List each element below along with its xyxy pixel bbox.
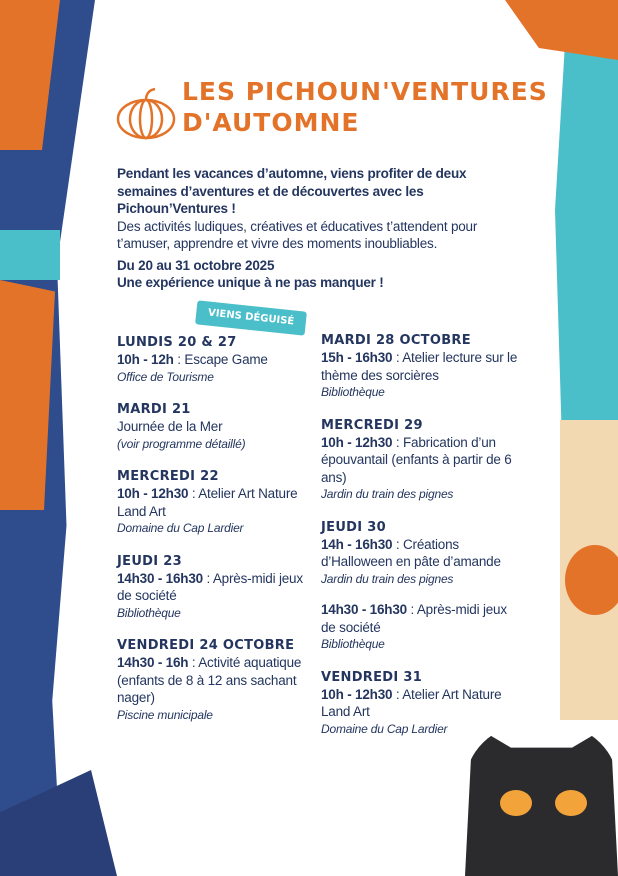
right-teal-paint bbox=[555, 0, 618, 420]
event-activity: : Activité aquatique (enfants de 8 à 12 ans sachant nager) bbox=[117, 655, 302, 705]
event-activity: Journée de la Mer bbox=[117, 419, 223, 434]
event-description bbox=[117, 654, 317, 707]
pumpkin-icon bbox=[115, 86, 177, 140]
event-place: Jardin du train des pignes bbox=[321, 571, 454, 586]
cat-eye-right bbox=[555, 790, 587, 816]
intro-dates: Du 20 au 31 octobre 2025 bbox=[117, 257, 275, 273]
event-description bbox=[117, 418, 317, 436]
event-day: MERCREDI 22 bbox=[117, 469, 219, 484]
event-time: 15h - 16h30 bbox=[321, 350, 393, 365]
event-place: Piscine municipale bbox=[117, 707, 213, 722]
event-description bbox=[321, 434, 521, 487]
schedule-item bbox=[117, 401, 317, 453]
event-description bbox=[321, 686, 521, 721]
event-activity: : Atelier Art Nature Land Art bbox=[117, 486, 298, 519]
event-day: MARDI 28 OCTOBRE bbox=[321, 333, 471, 348]
event-time: 14h30 - 16h bbox=[117, 655, 189, 670]
schedule-item bbox=[117, 334, 317, 386]
event-activity: : Créations d’Halloween en pâte d’amande bbox=[321, 536, 501, 569]
schedule-item bbox=[321, 332, 521, 402]
event-place: Office de Tourisme bbox=[117, 369, 214, 384]
event-day: VENDREDI 24 OCTOBRE bbox=[117, 638, 295, 653]
event-place: Jardin du train des pignes bbox=[321, 487, 454, 501]
left-schedule bbox=[117, 334, 317, 739]
event-description bbox=[321, 536, 521, 571]
schedule-item bbox=[321, 601, 521, 654]
event-activity: : Escape Game bbox=[173, 352, 268, 367]
schedule-item bbox=[117, 468, 317, 538]
intro bbox=[117, 165, 507, 292]
title-line2: D'AUTOMNE bbox=[182, 108, 360, 137]
event-day: VENDREDI 31 bbox=[321, 669, 423, 685]
event-place: Bibliothèque bbox=[117, 605, 181, 620]
event-time: 10h - 12h30 bbox=[321, 686, 393, 702]
event-time: 10h - 12h30 bbox=[117, 486, 189, 501]
cat-eye-left bbox=[500, 790, 532, 816]
event-activity: : Après-midi jeux de société bbox=[117, 570, 303, 603]
event-day: JEUDI 23 bbox=[117, 553, 182, 569]
event-day: MARDI 21 bbox=[117, 402, 191, 417]
pumpkin bbox=[565, 545, 618, 615]
title-line1: LES PICHOUN'VENTURES bbox=[182, 77, 548, 106]
event-description bbox=[117, 570, 317, 605]
event-day: LUNDIS 20 & 27 bbox=[117, 335, 237, 350]
event-time: 10h - 12h30 bbox=[321, 434, 393, 450]
event-place: (voir programme détaillé) bbox=[117, 436, 246, 451]
intro-tagline: Une expérience unique à ne pas manquer ! bbox=[117, 275, 384, 290]
schedule-item bbox=[117, 553, 317, 623]
event-place: Domaine du Cap Lardier bbox=[117, 521, 244, 535]
intro-paragraph: Pendant les vacances d’automne, viens profiter de deux semaines d’aventures et de découvertes avec les Pichoun’Ventures ! bbox=[117, 166, 467, 216]
event-activity: : Après-midi jeux de société bbox=[321, 602, 507, 635]
schedule-item bbox=[117, 637, 317, 724]
event-day: JEUDI 30 bbox=[321, 519, 386, 535]
schedule-item bbox=[321, 519, 521, 589]
event-place: Bibliothèque bbox=[321, 385, 385, 399]
event-activity: : Fabrication d’un épouvantail (enfants à partir de 6 ans) bbox=[321, 434, 512, 485]
left-teal-paint bbox=[0, 230, 60, 280]
event-day: MERCREDI 29 bbox=[321, 417, 423, 433]
event-description bbox=[117, 485, 317, 520]
event-description bbox=[321, 601, 521, 636]
schedule-item bbox=[321, 669, 521, 739]
event-time: 14h30 - 16h30 bbox=[117, 570, 203, 586]
schedule-item bbox=[321, 417, 521, 504]
event-time: 14h30 - 16h30 bbox=[321, 602, 407, 617]
event-time: 10h - 12h bbox=[117, 352, 174, 367]
costume-badge: VIENS DÉGUISÉ bbox=[195, 300, 307, 335]
event-description bbox=[321, 349, 521, 384]
page-title bbox=[182, 76, 548, 138]
intro-description: Des activités ludiques, créatives et éducatives t’attendent pour t’amuser, apprendre et vivre des moments inoubliables. bbox=[117, 218, 478, 251]
right-schedule bbox=[321, 332, 521, 753]
right-orange-paint bbox=[505, 0, 618, 60]
event-activity: : Atelier Art Nature Land Art bbox=[321, 686, 502, 719]
event-place: Bibliothèque bbox=[321, 637, 385, 651]
event-activity: : Atelier lecture sur le thème des sorcières bbox=[321, 350, 518, 383]
event-description bbox=[117, 351, 317, 369]
event-place: Domaine du Cap Lardier bbox=[321, 721, 448, 736]
event-time: 14h - 16h30 bbox=[321, 536, 393, 552]
